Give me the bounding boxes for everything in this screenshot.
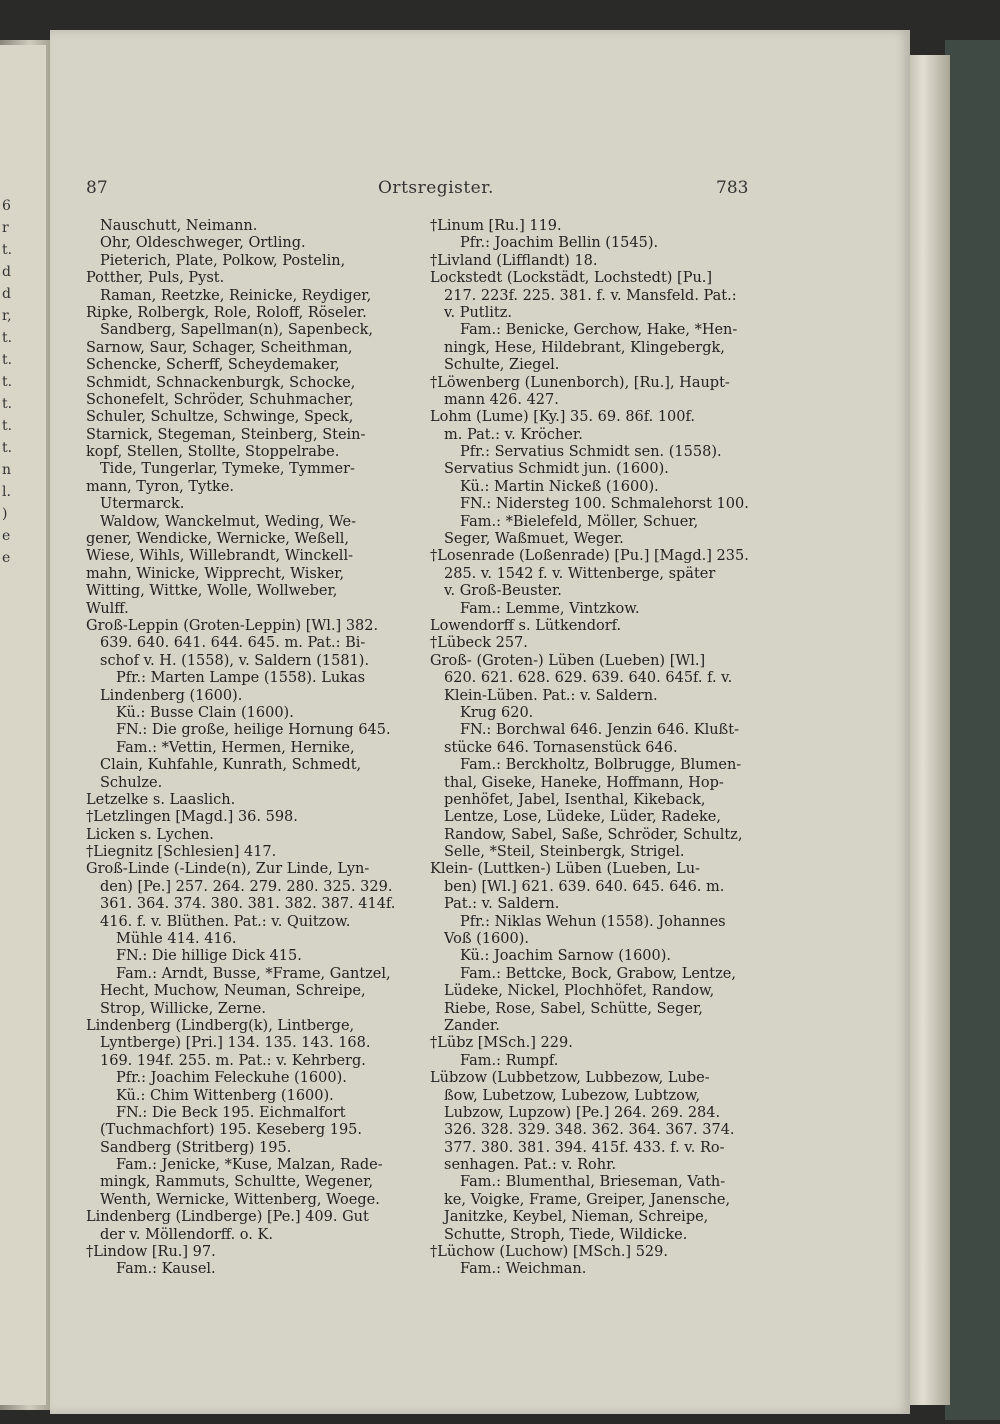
index-line: Groß-Linde (-Linde(n), Zur Linde, Lyn- bbox=[86, 861, 370, 878]
index-line: Schulze. bbox=[100, 774, 163, 791]
index-line: Sarnow, Saur, Schager, Scheithman, bbox=[86, 339, 353, 356]
index-line: thal, Giseke, Haneke, Hoffmann, Hop- bbox=[444, 774, 724, 791]
index-line: Lowendorff s. Lütkendorf. bbox=[430, 617, 622, 634]
index-line: Letzelke s. Laaslich. bbox=[86, 791, 236, 808]
index-line: m. Pat.: v. Kröcher. bbox=[444, 426, 583, 443]
index-line: Wulff. bbox=[86, 600, 129, 617]
index-line: Schulte, Ziegel. bbox=[444, 357, 560, 374]
index-line: Schmidt, Schnackenburgk, Schocke, bbox=[86, 374, 356, 391]
index-line: Pfr.: Joachim Bellin (1545). bbox=[460, 235, 659, 252]
index-line: Zander. bbox=[444, 1017, 500, 1034]
index-line: Fam.: Weichman. bbox=[460, 1261, 587, 1278]
index-line: Lindenberg (1600). bbox=[100, 687, 243, 704]
index-line: penhöfet, Jabel, Isenthal, Kikeback, bbox=[444, 791, 706, 808]
index-line: der v. Möllendorff. o. K. bbox=[100, 1226, 273, 1243]
index-line: Fam.: Benicke, Gerchow, Hake, *Hen- bbox=[460, 322, 738, 339]
index-line: Fam.: *Vettin, Hermen, Hernike, bbox=[116, 739, 355, 756]
left-column bbox=[86, 218, 420, 1279]
index-line: Lindenberg (Lindberge) [Pe.] 409. Gut bbox=[86, 1209, 369, 1226]
index-line: FN.: Die große, heilige Hornung 645. bbox=[116, 722, 391, 739]
index-line: Sandberg (Stritberg) 195. bbox=[100, 1139, 292, 1156]
index-line: 217. 223f. 225. 381. f. v. Mansfeld. Pat.: bbox=[444, 287, 737, 304]
index-line: Groß- (Groten-) Lüben (Lueben) [Wl.] bbox=[430, 652, 706, 669]
index-line: Waldow, Wanckelmut, Weding, We- bbox=[100, 513, 356, 530]
index-line: Pfr.: Joachim Feleckuhe (1600). bbox=[116, 1070, 347, 1087]
index-line: Raman, Reetzke, Reinicke, Reydiger, bbox=[100, 287, 372, 304]
index-line: Pfr.: Niklas Wehun (1558). Johannes bbox=[460, 913, 726, 930]
index-line: Licken s. Lychen. bbox=[86, 826, 214, 843]
index-line: Sandberg, Sapellman(n), Sapenbeck, bbox=[100, 322, 373, 339]
index-line: †Livland (Lifflandt) 18. bbox=[430, 252, 598, 269]
index-line: Ohr, Oldeschweger, Ortling. bbox=[100, 235, 306, 252]
index-line: Randow, Sabel, Saße, Schröder, Schultz, bbox=[444, 826, 743, 843]
page-title: Ortsregister. bbox=[378, 178, 494, 198]
index-line: Selle, *Steil, Steinbergk, Strigel. bbox=[444, 844, 685, 861]
index-line: Hecht, Muchow, Neuman, Schreipe, bbox=[100, 983, 366, 1000]
index-line: 361. 364. 374. 380. 381. 382. 387. 414f. bbox=[100, 896, 396, 913]
index-line: FN.: Nidersteg 100. Schmalehorst 100. bbox=[460, 496, 749, 513]
index-line: Schonefelt, Schröder, Schuhmacher, bbox=[86, 391, 354, 408]
index-line: Lockstedt (Lockstädt, Lochstedt) [Pu.] bbox=[430, 270, 713, 287]
index-line: mann 426. 427. bbox=[444, 391, 559, 408]
index-line: †Liegnitz [Schlesien] 417. bbox=[86, 844, 277, 861]
index-line: Pfr.: Marten Lampe (1558). Lukas bbox=[116, 670, 366, 687]
index-line: FN.: Die Beck 195. Eichmalfort bbox=[116, 1104, 346, 1121]
index-line: Kü.: Chim Wittenberg (1600). bbox=[116, 1087, 334, 1104]
index-line: 377. 380. 381. 394. 415f. 433. f. v. Ro- bbox=[444, 1139, 725, 1156]
index-line: Fam.: Lemme, Vintzkow. bbox=[460, 600, 640, 617]
index-line: 285. v. 1542 f. v. Wittenberge, später bbox=[444, 565, 716, 582]
index-line: Lentze, Lose, Lüdeke, Lüder, Radeke, bbox=[444, 809, 721, 826]
index-line: Mühle 414. 416. bbox=[116, 931, 237, 948]
book-spine bbox=[945, 40, 1000, 1420]
index-line: (Tuchmachfort) 195. Keseberg 195. bbox=[100, 1122, 363, 1139]
index-line: schof v. H. (1558), v. Saldern (1581). bbox=[100, 652, 370, 669]
left-page-number: 87 bbox=[86, 178, 108, 198]
index-line: Groß-Leppin (Groten-Leppin) [Wl.] 382. bbox=[86, 617, 379, 634]
index-line: v. Groß-Beuster. bbox=[444, 583, 562, 600]
index-line: Fam.: *Bielefeld, Möller, Schuer, bbox=[460, 513, 699, 530]
index-line: ßow, Lubetzow, Lubezow, Lubtzow, bbox=[444, 1087, 701, 1104]
index-line: Lohm (Lume) [Ky.] 35. 69. 86f. 100f. bbox=[430, 409, 695, 426]
index-line: mahn, Winicke, Wipprecht, Wisker, bbox=[86, 565, 345, 582]
index-line: Starnick, Stegeman, Steinberg, Stein- bbox=[86, 426, 366, 443]
index-line: †Losenrade (Loßenrade) [Pu.] [Magd.] 235. bbox=[430, 548, 749, 565]
index-line: Witting, Wittke, Wolle, Wollweber, bbox=[86, 583, 338, 600]
index-line: Nauschutt, Neimann. bbox=[100, 218, 258, 234]
index-line: 416. f. v. Blüthen. Pat.: v. Quitzow. bbox=[100, 913, 351, 930]
index-line: Tide, Tungerlar, Tymeke, Tymmer- bbox=[100, 461, 355, 478]
index-line: Kü.: Joachim Sarnow (1600). bbox=[460, 948, 672, 965]
index-line: Lindenberg (Lindberg(k), Lintberge, bbox=[86, 1017, 355, 1034]
index-line: FN.: Die hillige Dick 415. bbox=[116, 948, 302, 965]
index-line: 620. 621. 628. 629. 639. 640. 645f. f. v. bbox=[444, 670, 733, 687]
index-line: Lüdeke, Nickel, Plochhöfet, Randow, bbox=[444, 983, 715, 1000]
index-line: v. Putlitz. bbox=[444, 304, 512, 321]
index-line: kopf, Stellen, Stollte, Stoppelrabe. bbox=[86, 444, 340, 461]
index-line: Fam.: Kausel. bbox=[116, 1261, 216, 1278]
index-line: Clain, Kuhfahle, Kunrath, Schmedt, bbox=[100, 757, 362, 774]
index-line: FN.: Borchwal 646. Jenzin 646. Klußt- bbox=[460, 722, 739, 739]
page-number: 783 bbox=[716, 178, 749, 198]
index-line: ben) [Wl.] 621. 639. 640. 645. 646. m. bbox=[444, 878, 725, 895]
index-line: †Lübz [MSch.] 229. bbox=[430, 1035, 573, 1052]
page-header bbox=[50, 178, 910, 202]
index-line: †Lübeck 257. bbox=[430, 635, 528, 652]
index-line: Fam.: Berckholtz, Bolbrugge, Blumen- bbox=[460, 757, 742, 774]
index-line: Pieterich, Plate, Polkow, Postelin, bbox=[100, 252, 346, 269]
index-line: Potther, Puls, Pyst. bbox=[86, 270, 225, 287]
index-line: senhagen. Pat.: v. Rohr. bbox=[444, 1157, 617, 1174]
index-line: Wenth, Wernicke, Wittenberg, Woege. bbox=[100, 1191, 380, 1208]
left-page-strip bbox=[0, 45, 46, 1405]
index-line: stücke 646. Tornasenstück 646. bbox=[444, 739, 678, 756]
index-line: 169. 194f. 255. m. Pat.: v. Kehrberg. bbox=[100, 1052, 366, 1069]
index-line: Janitzke, Keybel, Nieman, Schreipe, bbox=[444, 1209, 709, 1226]
index-line: ningk, Hese, Hildebrant, Klingebergk, bbox=[444, 339, 725, 356]
index-line: den) [Pe.] 257. 264. 279. 280. 325. 329. bbox=[100, 878, 393, 895]
index-line: Servatius Schmidt jun. (1600). bbox=[444, 461, 669, 478]
index-line: Voß (1600). bbox=[444, 931, 529, 948]
left-margin-marks: 6 r t. d d r, t. t. t. t. t. t. n l. ) e e bbox=[2, 198, 13, 566]
right-page-edges bbox=[905, 55, 950, 1405]
index-line: Schencke, Scherff, Scheydemaker, bbox=[86, 357, 340, 374]
index-line: Fam.: Rumpf. bbox=[460, 1052, 559, 1069]
index-line: Fam.: Bettcke, Bock, Grabow, Lentze, bbox=[460, 965, 736, 982]
index-line: Kü.: Busse Clain (1600). bbox=[116, 704, 294, 721]
index-line: Riebe, Rose, Sabel, Schütte, Seger, bbox=[444, 1000, 703, 1017]
index-line: Lubzow, Lupzow) [Pe.] 264. 269. 284. bbox=[444, 1104, 721, 1121]
index-line: Lübzow (Lubbetzow, Lubbezow, Lube- bbox=[430, 1070, 710, 1087]
index-line: Lyntberge) [Pri.] 134. 135. 143. 168. bbox=[100, 1035, 371, 1052]
index-line: gener, Wendicke, Wernicke, Weßell, bbox=[86, 531, 349, 548]
index-line: Ripke, Rolbergk, Role, Roloff, Röseler. bbox=[86, 304, 367, 321]
index-line: †Letzlingen [Magd.] 36. 598. bbox=[86, 809, 298, 826]
index-line: mann, Tyron, Tytke. bbox=[86, 478, 235, 495]
index-line: Fam.: Jenicke, *Kuse, Malzan, Rade- bbox=[116, 1157, 383, 1174]
index-line: Fam.: Arndt, Busse, *Frame, Gantzel, bbox=[116, 965, 391, 982]
index-line: Schuler, Schultze, Schwinge, Speck, bbox=[86, 409, 354, 426]
index-line: Klein- (Luttken-) Lüben (Lueben, Lu- bbox=[430, 861, 700, 878]
index-line: 326. 328. 329. 348. 362. 364. 367. 374. bbox=[444, 1122, 735, 1139]
index-line: †Lindow [Ru.] 97. bbox=[86, 1244, 216, 1261]
index-line: Pat.: v. Saldern. bbox=[444, 896, 560, 913]
index-line: Fam.: Blumenthal, Brieseman, Vath- bbox=[460, 1174, 726, 1191]
index-line: Seger, Waßmuet, Weger. bbox=[444, 531, 624, 548]
index-line: Wiese, Wihls, Willebrandt, Winckell- bbox=[86, 548, 353, 565]
index-line: Klein-Lüben. Pat.: v. Saldern. bbox=[444, 687, 658, 704]
index-line: Utermarck. bbox=[100, 496, 185, 513]
index-line: †Lüchow (Luchow) [MSch.] 529. bbox=[430, 1244, 668, 1261]
index-line: ke, Voigke, Frame, Greiper, Janensche, bbox=[444, 1191, 731, 1208]
index-line: 639. 640. 641. 644. 645. m. Pat.: Bi- bbox=[100, 635, 366, 652]
index-line: Strop, Willicke, Zerne. bbox=[100, 1000, 266, 1017]
index-line: †Linum [Ru.] 119. bbox=[430, 218, 562, 234]
book-page bbox=[50, 30, 910, 1414]
right-column bbox=[430, 218, 770, 1279]
index-line: Krug 620. bbox=[460, 704, 534, 721]
index-line: Pfr.: Servatius Schmidt sen. (1558). bbox=[460, 444, 722, 461]
index-line: Kü.: Martin Nickeß (1600). bbox=[460, 478, 659, 495]
index-line: †Löwenberg (Lunenborch), [Ru.], Haupt- bbox=[430, 374, 730, 391]
index-line: Schutte, Stroph, Tiede, Wildicke. bbox=[444, 1226, 688, 1243]
index-line: mingk, Rammuts, Schultte, Wegener, bbox=[100, 1174, 374, 1191]
